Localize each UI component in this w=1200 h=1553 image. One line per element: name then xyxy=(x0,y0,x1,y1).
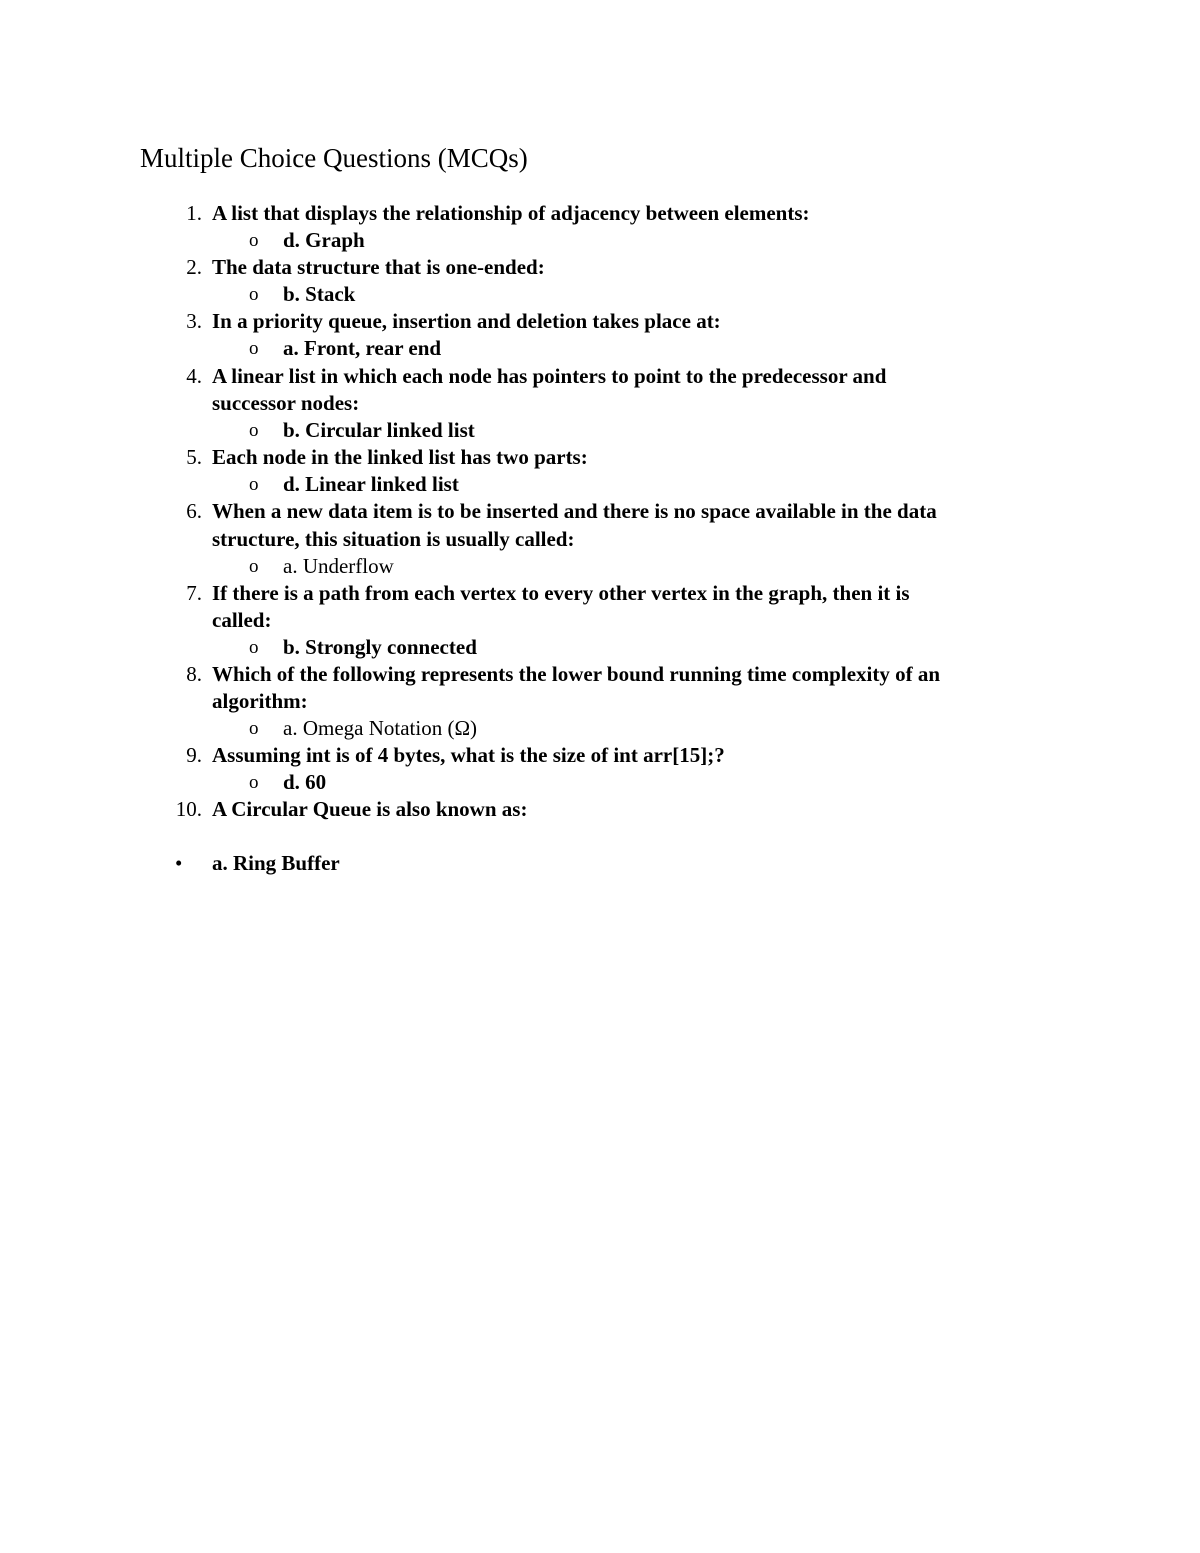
question-6 xyxy=(186,498,937,525)
circle-bullet-icon: o xyxy=(249,556,259,577)
answer-text: d. 60 xyxy=(283,770,327,794)
question-4 xyxy=(186,363,887,390)
question-number: 10. xyxy=(175,797,202,821)
answer-2 xyxy=(249,281,356,308)
question-text: If there is a path from each vertex to every other vertex in the graph, then it is xyxy=(212,581,910,605)
answer-1 xyxy=(249,227,365,254)
answer-text: b. Stack xyxy=(283,282,356,306)
answer-text: d. Graph xyxy=(283,228,365,252)
question-number: 8. xyxy=(186,662,202,686)
answer-text: a. Omega Notation (Ω) xyxy=(283,716,478,740)
question-number: 9. xyxy=(186,743,202,767)
question-text: In a priority queue, insertion and deletion takes place at: xyxy=(212,309,721,333)
question-4-continued xyxy=(212,390,359,417)
question-text: successor nodes: xyxy=(212,391,360,415)
question-number: 2. xyxy=(186,255,202,279)
question-text: Assuming int is of 4 bytes, what is the size of int arr[15];? xyxy=(212,743,725,767)
circle-bullet-icon: o xyxy=(249,284,259,305)
answer-text: b. Circular linked list xyxy=(283,418,475,442)
dot-bullet-icon: • xyxy=(175,851,183,875)
question-7-continued xyxy=(212,607,271,634)
question-number: 3. xyxy=(186,309,202,333)
question-text: A Circular Queue is also known as: xyxy=(212,797,528,821)
circle-bullet-icon: o xyxy=(249,230,259,251)
question-number: 4. xyxy=(186,364,202,388)
circle-bullet-icon: o xyxy=(249,338,259,359)
answer-text: b. Strongly connected xyxy=(283,635,477,659)
answer-text: d. Linear linked list xyxy=(283,472,459,496)
circle-bullet-icon: o xyxy=(249,474,259,495)
circle-bullet-icon: o xyxy=(249,420,259,441)
circle-bullet-icon: o xyxy=(249,772,259,793)
answer-text: a. Underflow xyxy=(283,554,394,578)
answer-9 xyxy=(249,769,327,796)
circle-bullet-icon: o xyxy=(249,637,259,658)
answer-4 xyxy=(249,417,475,444)
question-text: The data structure that is one-ended: xyxy=(212,255,545,279)
question-number: 5. xyxy=(186,445,202,469)
question-9 xyxy=(186,742,725,769)
question-2 xyxy=(186,254,545,281)
question-8 xyxy=(186,661,941,688)
question-text: Which of the following represents the lower bound running time complexity of an xyxy=(212,662,941,686)
question-text: When a new data item is to be inserted and there is no space available in the data xyxy=(212,499,937,523)
question-5 xyxy=(186,444,588,471)
answer-5 xyxy=(249,471,459,498)
question-6-continued xyxy=(212,526,574,553)
question-number: 6. xyxy=(186,499,202,523)
question-text: A list that displays the relationship of adjacency between elements: xyxy=(212,201,810,225)
answer-text: a. Ring Buffer xyxy=(212,851,340,875)
page-title: Multiple Choice Questions (MCQs) xyxy=(140,143,528,173)
question-number: 7. xyxy=(186,581,202,605)
answer-8 xyxy=(249,715,478,742)
question-8-continued xyxy=(212,688,308,715)
question-text: Each node in the linked list has two parts: xyxy=(212,445,588,469)
answer-text: a. Front, rear end xyxy=(283,336,442,360)
question-text: structure, this situation is usually called: xyxy=(212,527,575,551)
answer-7 xyxy=(249,634,477,661)
question-text: algorithm: xyxy=(212,689,308,713)
answer-3 xyxy=(249,335,442,362)
question-text: called: xyxy=(212,608,272,632)
answer-6 xyxy=(249,553,394,580)
question-3 xyxy=(186,308,721,335)
question-10 xyxy=(175,796,528,823)
question-1 xyxy=(186,200,810,227)
circle-bullet-icon: o xyxy=(249,718,259,739)
answer-10 xyxy=(175,850,340,877)
question-number: 1. xyxy=(186,201,202,225)
question-text: A linear list in which each node has pointers to point to the predecessor and xyxy=(212,364,887,388)
question-7 xyxy=(186,580,910,607)
